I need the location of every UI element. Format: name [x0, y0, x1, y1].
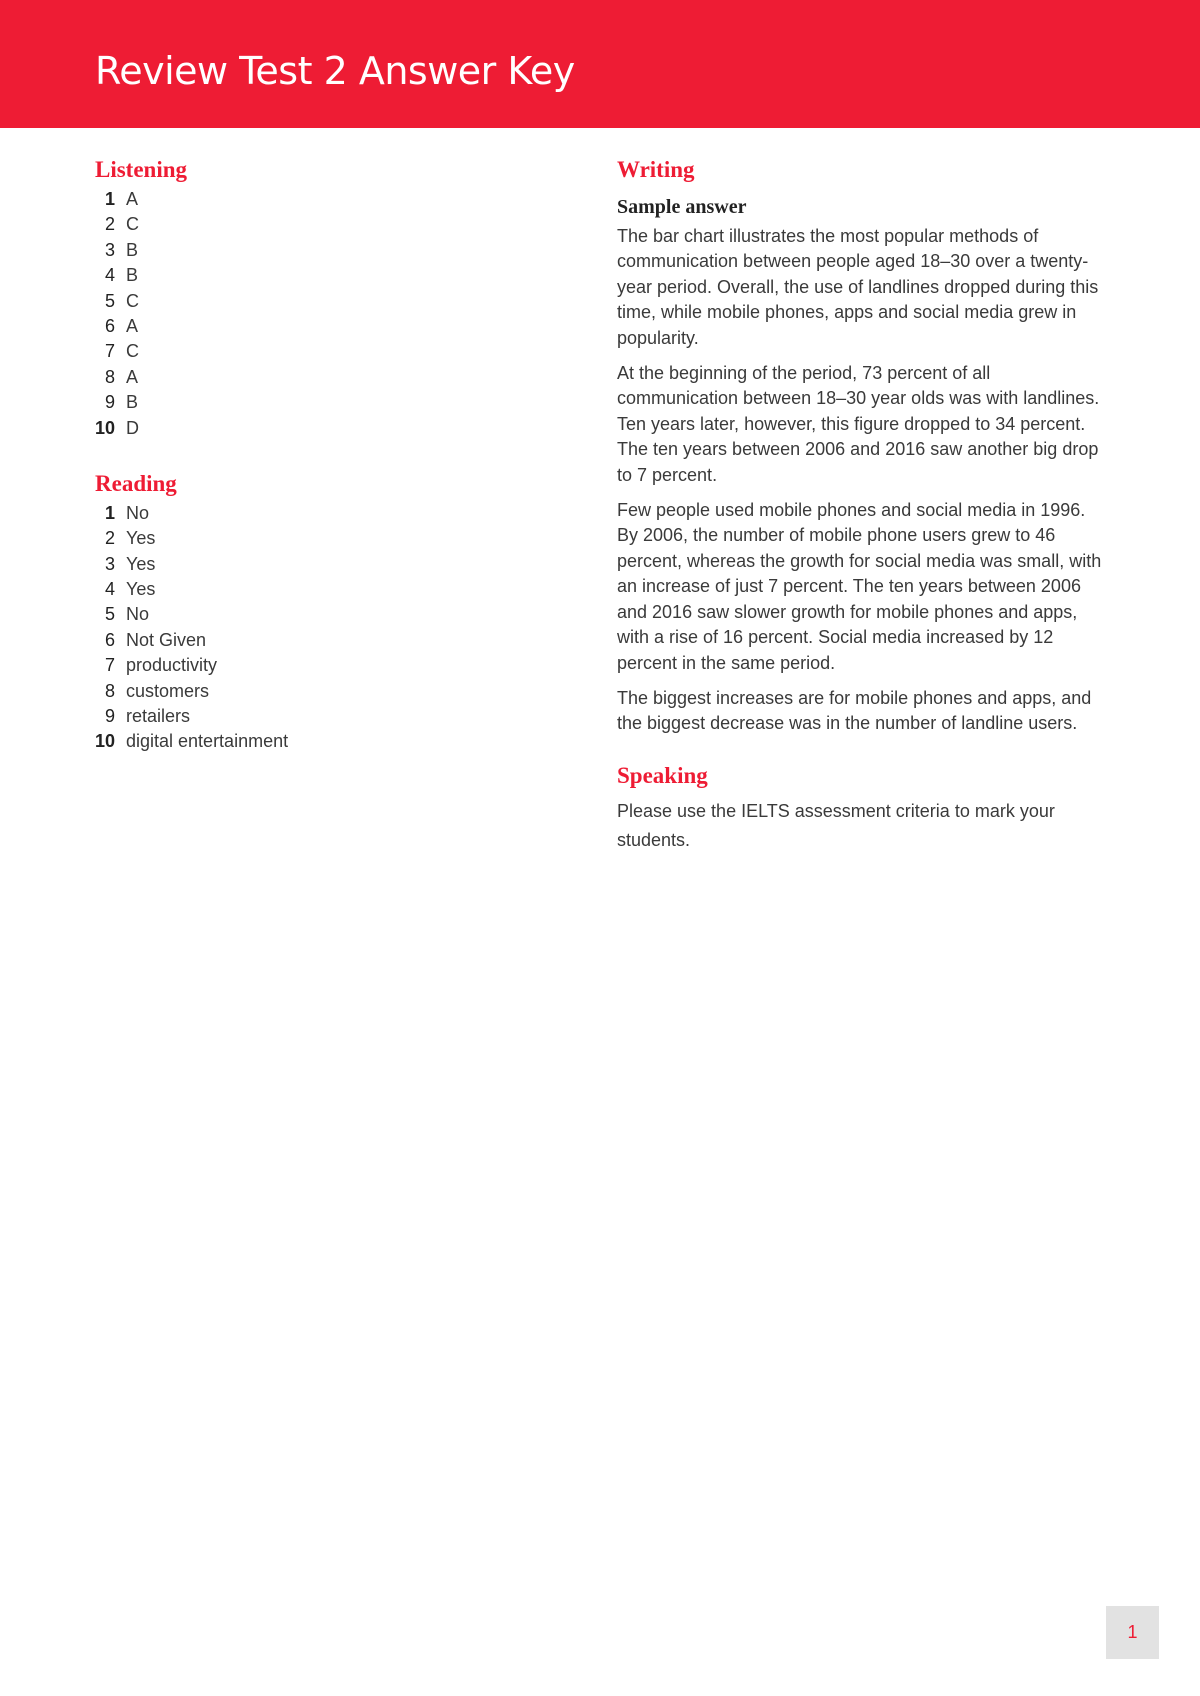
writing-paragraph: At the beginning of the period, 73 percent of all communication between 18–30 year olds was with landlines. Ten years later, however, this figure dropped to 34 percent. The ten years between 2006 and 2016 saw another big drop to 7 percent. — [617, 363, 1100, 485]
list-item: 7 productivity — [104, 655, 218, 676]
list-item: 10 digital entertainment — [95, 731, 289, 752]
writing-paragraph: The biggest increases are for mobile phones and apps, and the biggest decrease was in the number of landline users. — [617, 687, 1092, 734]
list-item: 2 C — [104, 214, 139, 235]
left-column — [95, 155, 535, 755]
speaking-heading: Speaking — [617, 762, 708, 788]
list-item: 4 Yes — [104, 579, 156, 600]
writing-paragraph: Few people used mobile phones and social media in 1996. By 2006, the number of mobile phone users grew to 46 percent, whereas the growth for social media was small, with an increase of just 7 percent. The ten years between 2006 and 2016 saw slower growth for mobile phones and apps, with a rise of 16 percent. Social media increased by 12 percent in the same period. — [617, 500, 1102, 673]
list-item: 3 Yes — [104, 553, 156, 574]
list-item: 9 B — [104, 392, 139, 413]
writing-paragraph: The bar chart illustrates the most popular methods of communication between people aged 18–30 over a twenty-year period. Overall, the use of landlines dropped during this time, while mobile phones, apps and social media grew in popularity. — [617, 226, 1099, 348]
speaking-text: Please use the IELTS assessment criteria to mark your students. — [617, 800, 1055, 850]
list-item: 2 Yes — [104, 528, 156, 549]
list-item: 3 B — [104, 239, 139, 260]
page-title: Review Test 2 Answer Key — [95, 49, 575, 93]
list-item: 7 C — [104, 341, 139, 362]
sample-answer-heading: Sample answer — [617, 196, 747, 218]
list-item: 6 Not Given — [104, 629, 207, 650]
right-column — [617, 155, 1107, 855]
list-item: 1 A — [104, 189, 139, 209]
list-item: 5 No — [104, 604, 150, 625]
listening-answers — [95, 187, 535, 441]
reading-answers — [95, 501, 535, 755]
list-item: 8 customers — [104, 680, 210, 701]
page-number: 1 — [1106, 1606, 1159, 1659]
header-banner — [0, 0, 1200, 128]
list-item: 1 No — [104, 502, 150, 523]
list-item: 8 A — [104, 366, 139, 387]
list-item: 4 B — [104, 265, 139, 286]
list-item: 5 C — [104, 290, 139, 311]
listening-heading: Listening — [95, 157, 188, 182]
writing-heading: Writing — [617, 157, 695, 182]
list-item: 9 retailers — [104, 706, 191, 727]
list-item: 10 D — [95, 417, 139, 438]
list-item: 6 A — [104, 315, 139, 336]
reading-heading: Reading — [95, 470, 177, 496]
